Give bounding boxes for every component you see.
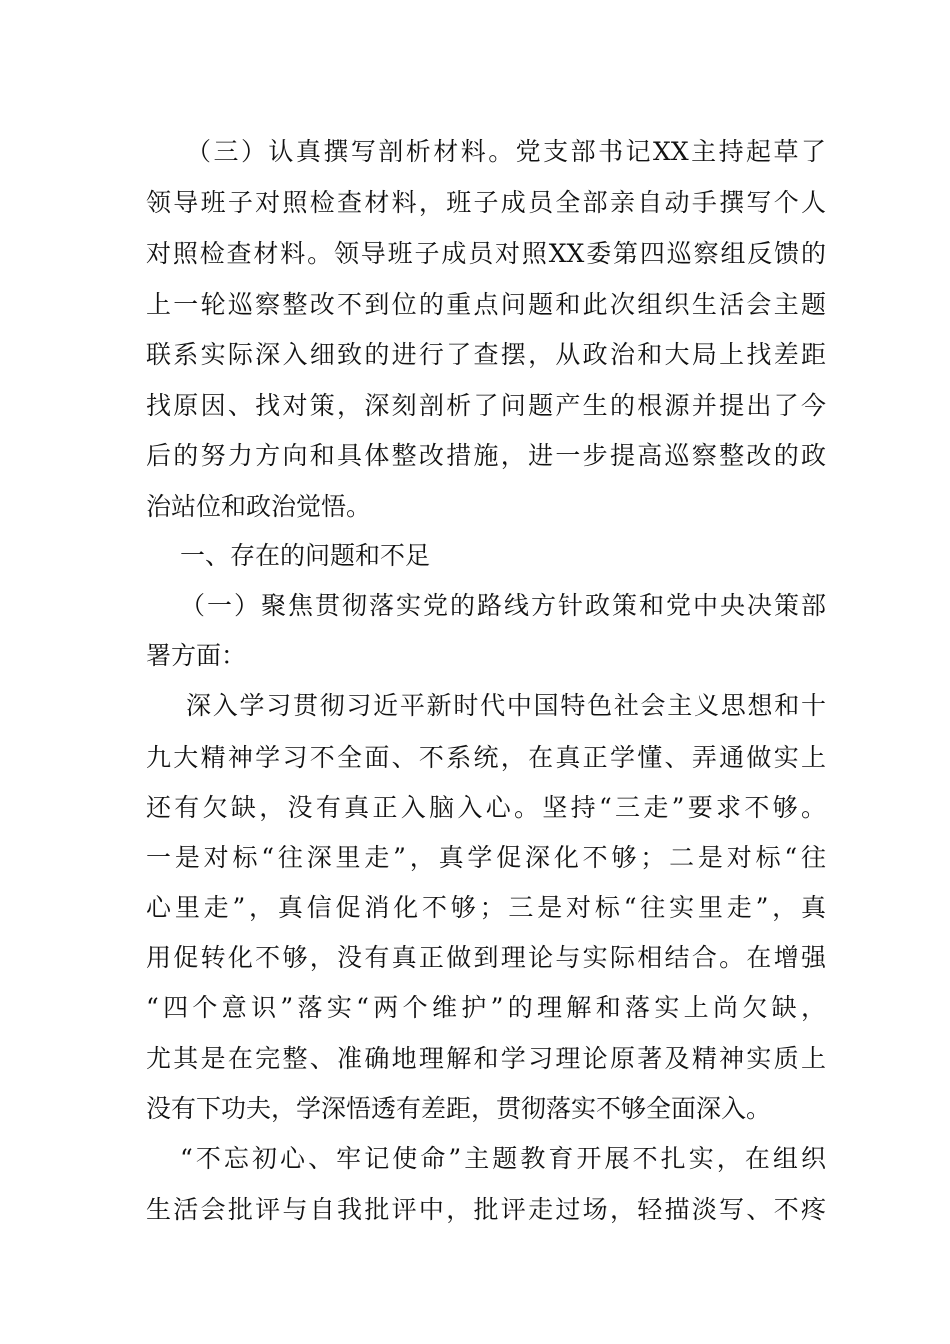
paragraph-line: 后的努力方向和具体整改措施，进一步提高巡察整改的政 bbox=[146, 441, 826, 470]
paragraph-line: 深入学习贯彻习近平新时代中国特色社会主义思想和十 bbox=[186, 691, 826, 720]
paragraph-line: 领导班子对照检查材料，班子成员全部亲自动手撰写个人 bbox=[146, 188, 826, 217]
paragraph-line: 尤其是在完整、准确地理解和学习理论原著及精神实质上 bbox=[146, 1044, 826, 1073]
paragraph-line: （三）认真撰写剖析材料。党支部书记XX主持起草了 bbox=[186, 137, 826, 166]
paragraph-line: 找原因、找对策，深刻剖析了问题产生的根源并提出了今 bbox=[146, 391, 826, 420]
paragraph-line: “四个意识”落实“两个维护”的理解和落实上尚欠缺， bbox=[146, 993, 826, 1022]
paragraph-line: 还有欠缺，没有真正入脑入心。坚持“三走”要求不够。 bbox=[146, 793, 826, 822]
paragraph-line: 对照检查材料。领导班子成员对照XX委第四巡察组反馈的 bbox=[146, 239, 826, 268]
paragraph-line: 联系实际深入细致的进行了查摆，从政治和大局上找差距 bbox=[146, 340, 826, 369]
paragraph-line: 一是对标“往深里走”，真学促深化不够；二是对标“往 bbox=[146, 843, 826, 872]
paragraph-line: “不忘初心、牢记使命”主题教育开展不扎实，在组织 bbox=[180, 1144, 826, 1173]
paragraph-line: 用促转化不够，没有真正做到理论与实际相结合。在增强 bbox=[146, 943, 826, 972]
paragraph-line: 治站位和政治觉悟。 bbox=[146, 492, 372, 521]
paragraph-line: 生活会批评与自我批评中，批评走过场，轻描淡写、不疼 bbox=[146, 1195, 826, 1224]
subsection-heading-cont: 署方面： bbox=[146, 641, 247, 670]
subsection-heading: （一）聚焦贯彻落实党的路线方针政策和党中央决策部 bbox=[180, 591, 826, 620]
paragraph-line: 心里走”，真信促消化不够；三是对标“往实里走”，真 bbox=[146, 893, 826, 922]
paragraph-line: 上一轮巡察整改不到位的重点问题和此次组织生活会主题 bbox=[146, 290, 826, 319]
paragraph-line: 没有下功夫，学深悟透有差距，贯彻落实不够全面深入。 bbox=[146, 1094, 772, 1123]
paragraph-line: 九大精神学习不全面、不系统，在真正学懂、弄通做实上 bbox=[146, 743, 826, 772]
section-heading: 一、存在的问题和不足 bbox=[180, 541, 431, 570]
